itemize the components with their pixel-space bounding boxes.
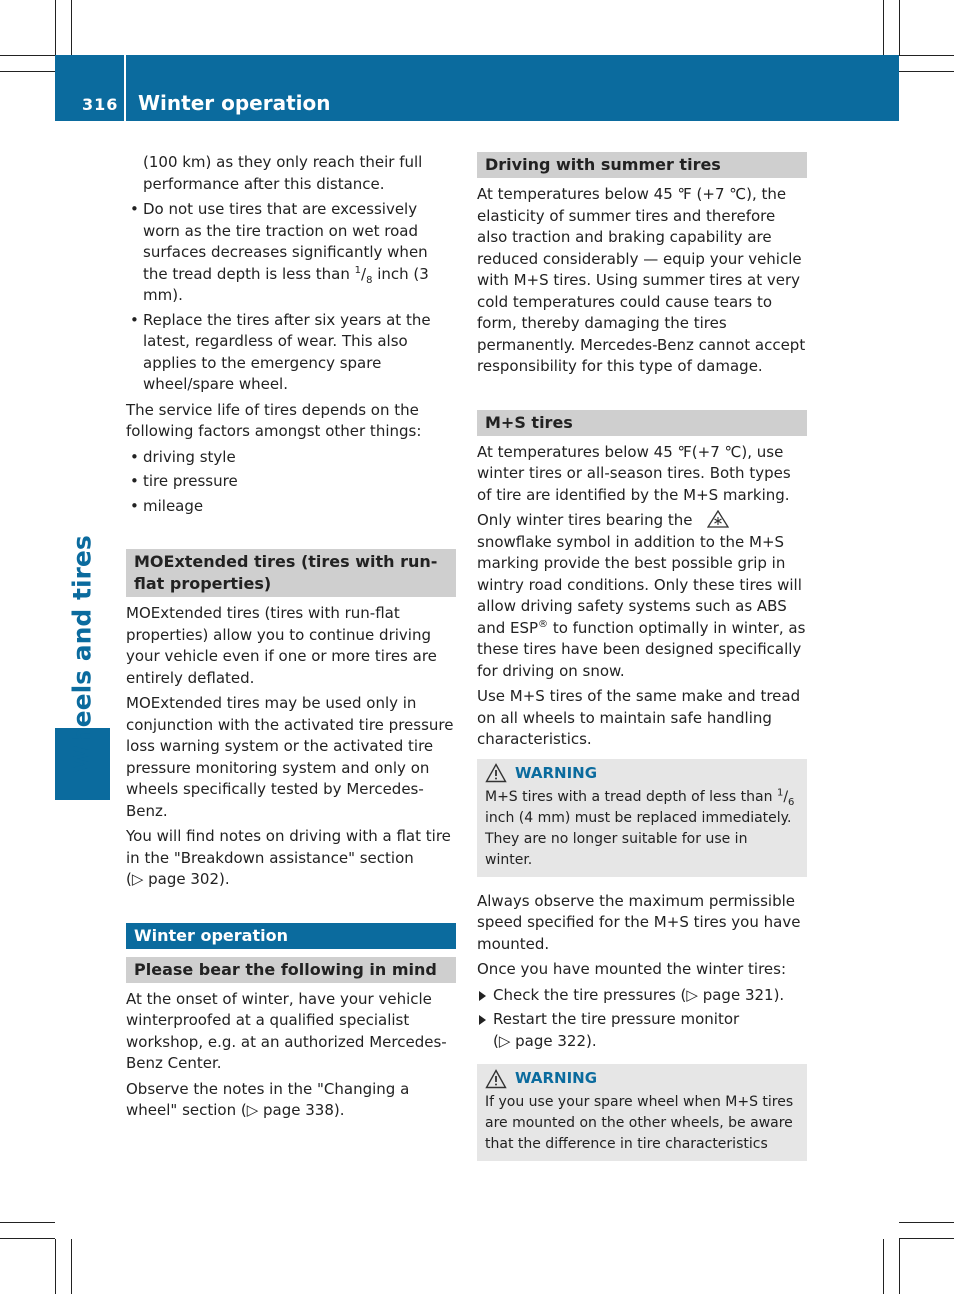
warning-text: If you use your spare wheel when M+S tires are mounted on the other wheels, be aware that the difference in tire characteristics (485, 1094, 794, 1152)
moextended-paragraph: MOExtended tires may be used only in conjunction with the activated tire pressure loss warning system or the activated tire pressure monitoring system and only on wheels specifically tested by Mercedes-Benz. (126, 694, 454, 820)
list-item: • Do not use tires that are excessively worn as the tire traction on wet road surfaces decreases significantly when the tread depth is less than $^1/_8$ inch (3 mm). (126, 199, 456, 307)
warning-triangle-icon (485, 763, 507, 783)
warning-box (477, 759, 807, 877)
snowflake-mountain-icon (707, 510, 729, 528)
step-item: Restart the tire pressure monitor (▷ page 322). (477, 1009, 807, 1052)
warning-box (477, 1064, 807, 1161)
crop-mark (899, 71, 954, 72)
crop-mark (899, 55, 954, 56)
crop-mark (0, 55, 55, 56)
ms-paragraph: Always observe the maximum permissible speed specified for the M+S tires you have mounted. (477, 891, 801, 953)
side-tab-label: Wheels and tires (67, 535, 97, 773)
steps-list (477, 985, 807, 1053)
winter-paragraph: Observe the notes in the "Changing a wheel" section (▷ page 338). (126, 1079, 410, 1119)
crop-mark (883, 0, 884, 55)
right-column (477, 152, 807, 1175)
continuation-text: (100 km) as they only reach their full performance after this distance. (143, 153, 423, 193)
ms-paragraph: Use M+S tires of the same make and tread on all wheels to maintain safe handling characteristics. (477, 687, 801, 748)
crop-mark (899, 1239, 900, 1294)
crop-mark (0, 1238, 55, 1239)
crop-mark (71, 1239, 72, 1294)
header-divider (124, 55, 126, 121)
warning-title: WARNING (485, 1068, 799, 1089)
moextended-paragraph: MOExtended tires (tires with run-flat properties) allow you to continue driving your vehicle even if one or more tires are entirely deflated. (126, 604, 437, 687)
crop-mark (71, 0, 72, 55)
crop-mark (883, 1239, 884, 1294)
crop-mark (0, 71, 55, 72)
list-item: • tire pressure (126, 471, 456, 493)
crop-mark (899, 1238, 954, 1239)
bear-in-mind-heading: Please bear the following in mind (126, 957, 456, 983)
crop-mark (0, 1222, 55, 1223)
crop-mark (55, 1239, 56, 1294)
winter-paragraph: At the onset of winter, have your vehicle winterproofed at a qualified specialist workshop, e.g. at an authorized Mercedes-Benz Center. (126, 989, 447, 1072)
page-number: 316 (82, 95, 119, 114)
page-reference: (▷ page 302). (126, 870, 230, 888)
list-item: • mileage (126, 496, 456, 518)
ms-paragraph: At temperatures below 45 ℉(+7 ℃), use winter tires or all-season tires. Both types of tire are identified by the M+S marking. (477, 442, 791, 504)
tire-wear-list (126, 199, 456, 396)
winter-operation-heading: Winter operation (126, 923, 456, 949)
warning-triangle-icon (485, 1069, 507, 1089)
step-item: Check the tire pressures (▷ page 321). (477, 985, 807, 1007)
warning-text: M+S tires with a tread depth of less than $^1/_6$ inch (4 mm) must be replaced immediately. They are no longer suitable for use in winter. (485, 786, 795, 868)
service-life-text: The service life of tires depends on the following factors amongst other things: (126, 400, 422, 440)
crop-mark (899, 1222, 954, 1223)
factors-list (126, 447, 456, 518)
ms-tires-heading: M+S tires (477, 410, 807, 436)
crop-mark (899, 0, 900, 55)
list-item: • driving style (126, 447, 456, 469)
warning-title: WARNING (485, 763, 799, 784)
moextended-paragraph: You will find notes on driving with a flat tire in the "Breakdown assistance" section (▷ page 302). (126, 827, 451, 888)
list-item: • Replace the tires after six years at the latest, regardless of wear. This also applies to the emergency spare wheel/spare wheel. (126, 310, 456, 396)
left-column (126, 152, 456, 1126)
moextended-heading: MOExtended tires (tires with run-flat properties) (126, 549, 456, 597)
page-title: Winter operation (138, 91, 331, 115)
ms-paragraph: Once you have mounted the winter tires: (477, 960, 787, 978)
crop-mark (55, 0, 56, 55)
page-reference: (▷ page 322). (493, 1031, 597, 1050)
ms-paragraph: Only winter tires bearing thesnowflake symbol in addition to the M+S marking provide the best possible grip in wintry road conditions. Only these tires will allow driving safety systems such as ABS and ESP® to function optimally in winter, as these tires have been designed specifically for driving on snow. (477, 511, 806, 680)
summer-paragraph: At temperatures below 45 ℉ (+7 ℃), the elasticity of summer tires and therefore also traction and braking capability are reduced considerably — equip your vehicle with M+S tires. Using summer tires at very cold temperatures could cause tears to form, thereby damaging the tires permanently. Mercedes-Benz cannot accept responsibility for this type of damage. (477, 185, 806, 375)
summer-tires-heading: Driving with summer tires (477, 152, 807, 178)
